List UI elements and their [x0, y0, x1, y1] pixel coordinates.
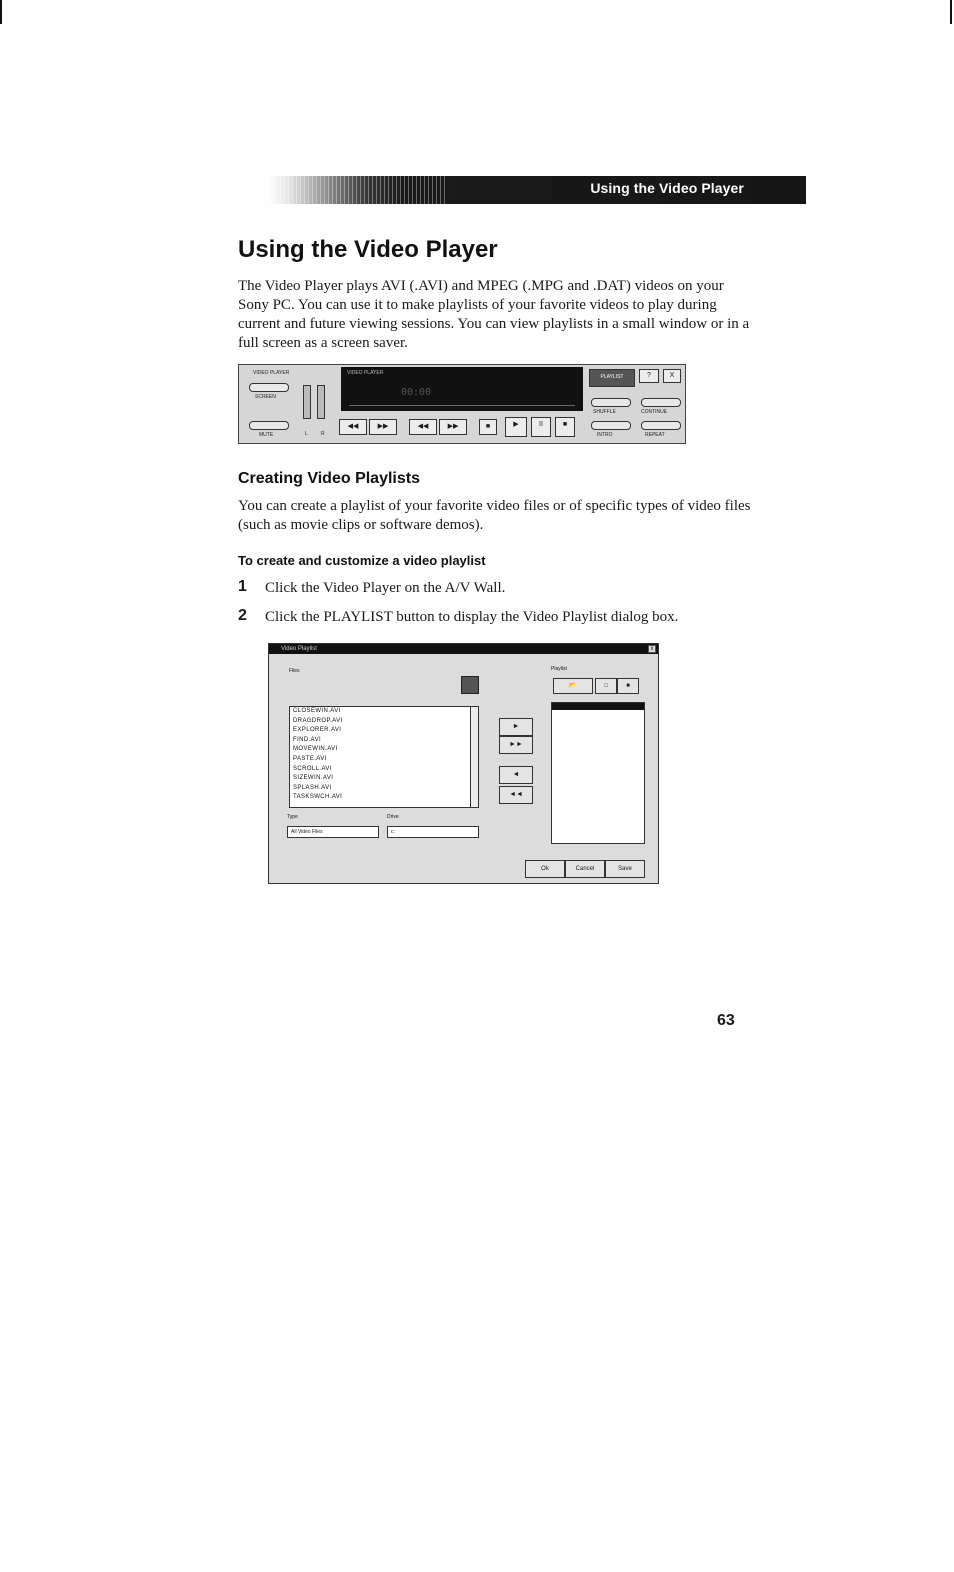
vp-shuffle-label: SHUFFLE: [593, 409, 616, 415]
list-item: EXPLORER.AVI: [293, 727, 342, 734]
list-item: SIZEWIN.AVI: [293, 775, 334, 782]
vp-forward-button: ▶▶: [439, 419, 467, 435]
vp-help-button: ?: [639, 369, 659, 383]
running-header: [268, 176, 806, 204]
vp-title: VIDEO PLAYER: [253, 370, 290, 376]
vp-record-button: ■: [479, 419, 497, 435]
files-label: Files: [289, 668, 300, 674]
vp-right-label: R: [321, 431, 325, 437]
vp-mute-label: MUTE: [259, 432, 274, 438]
vp-play-button: ▶: [505, 417, 527, 437]
step-number: 2: [238, 607, 247, 624]
vp-close-button: X: [663, 369, 681, 383]
step-text: Click the Video Player on the A/V Wall.: [265, 580, 506, 596]
file-list-scrollbar: [470, 707, 478, 807]
section-paragraph: You can create a playlist of your favorite video files or of specific types of video files (such as movie clips or software demos).: [238, 498, 751, 533]
add-file-icon: ►: [499, 718, 533, 736]
file-list: [289, 706, 479, 808]
vp-shuffle-button: [591, 398, 631, 407]
step-number: 1: [238, 578, 247, 595]
ok-button: Ok: [525, 860, 565, 878]
vp-intro-button: [591, 421, 631, 430]
cancel-button: Cancel: [565, 860, 605, 878]
dialog-title-bar: Video Playlist: [269, 644, 658, 654]
header-gradient: [268, 176, 448, 204]
video-player-screenshot: [238, 364, 686, 444]
type-select: All Video Files: [287, 826, 379, 838]
list-item: MOVEWIN.AVI: [293, 746, 338, 753]
dialog-close-icon: x: [648, 645, 656, 653]
vp-stop-button: ■: [555, 417, 575, 437]
vp-pause-button: II: [531, 417, 551, 437]
vp-playlist-button: PLAYLIST: [589, 369, 635, 387]
folder-icon: [461, 676, 479, 694]
vp-mute-button: [249, 421, 289, 430]
list-item: FIND.AVI: [293, 736, 322, 743]
step-text: Click the PLAYLIST button to display the Video Playlist dialog box.: [265, 609, 679, 625]
crop-mark-right: [950, 0, 952, 24]
open-playlist-icon: 📂: [553, 678, 593, 694]
playlist-selected-row: [552, 703, 644, 710]
remove-file-icon: ◄: [499, 766, 533, 784]
vp-screen-label: SCREEN: [255, 394, 276, 400]
list-item: TASKSWCH.AVI: [293, 794, 343, 801]
list-item: SPLASH.AVI: [293, 784, 332, 791]
vp-repeat-button: [641, 421, 681, 430]
save-button: Save: [605, 860, 645, 878]
vp-continue-label: CONTINUE: [641, 409, 668, 415]
drive-label: Drive: [387, 814, 399, 820]
playlist-label: Playlist: [551, 666, 567, 672]
crop-mark-left: [0, 0, 2, 24]
vp-volume-right-slider: [317, 385, 325, 419]
running-header-title: Using the Video Player: [590, 180, 744, 196]
list-item: SCROLL.AVI: [293, 765, 332, 772]
vp-repeat-label: REPEAT: [645, 432, 665, 438]
vp-display-progress: [349, 405, 575, 406]
save-playlist-icon: ■: [617, 678, 639, 694]
vp-display: [341, 367, 583, 411]
vp-left-label: L: [305, 431, 308, 437]
vp-rewind-button: ◀◀: [409, 419, 437, 435]
playlist-list: [551, 702, 645, 844]
vp-volume-left-slider: [303, 385, 311, 419]
video-playlist-dialog-screenshot: [268, 643, 659, 884]
remove-all-icon: ◄◄: [499, 786, 533, 804]
vp-display-track: VIDEO PLAYER: [347, 370, 384, 376]
section-heading: Creating Video Playlists: [238, 470, 420, 487]
list-item: DRAGDROP.AVI: [293, 717, 343, 724]
playlist-icon: □: [595, 678, 617, 694]
page-title: Using the Video Player: [238, 236, 498, 263]
vp-prev-track-button: ◀◀: [339, 419, 367, 435]
vp-next-track-button: ▶▶: [369, 419, 397, 435]
list-item: CLOSEWIN.AVI: [293, 708, 341, 714]
intro-paragraph: The Video Player plays AVI (.AVI) and MPEG (.MPG and .DAT) videos on your Sony PC. You can use it to make playlists of your favorite videos to play during current and future viewing sessions. You can view playlists in a small window or in a full screen as a screen saver.: [238, 278, 750, 351]
page-number: 63: [717, 1012, 735, 1029]
drive-select: c:: [387, 826, 479, 838]
vp-screen-button: [249, 383, 289, 392]
vp-continue-button: [641, 398, 681, 407]
list-item: PASTE.AVI: [293, 755, 327, 762]
vp-intro-label: INTRO: [597, 432, 613, 438]
vp-display-time: 00:00: [401, 387, 432, 398]
procedure-heading: To create and customize a video playlist: [238, 553, 486, 568]
type-label: Type: [287, 814, 298, 820]
add-all-icon: ►►: [499, 736, 533, 754]
